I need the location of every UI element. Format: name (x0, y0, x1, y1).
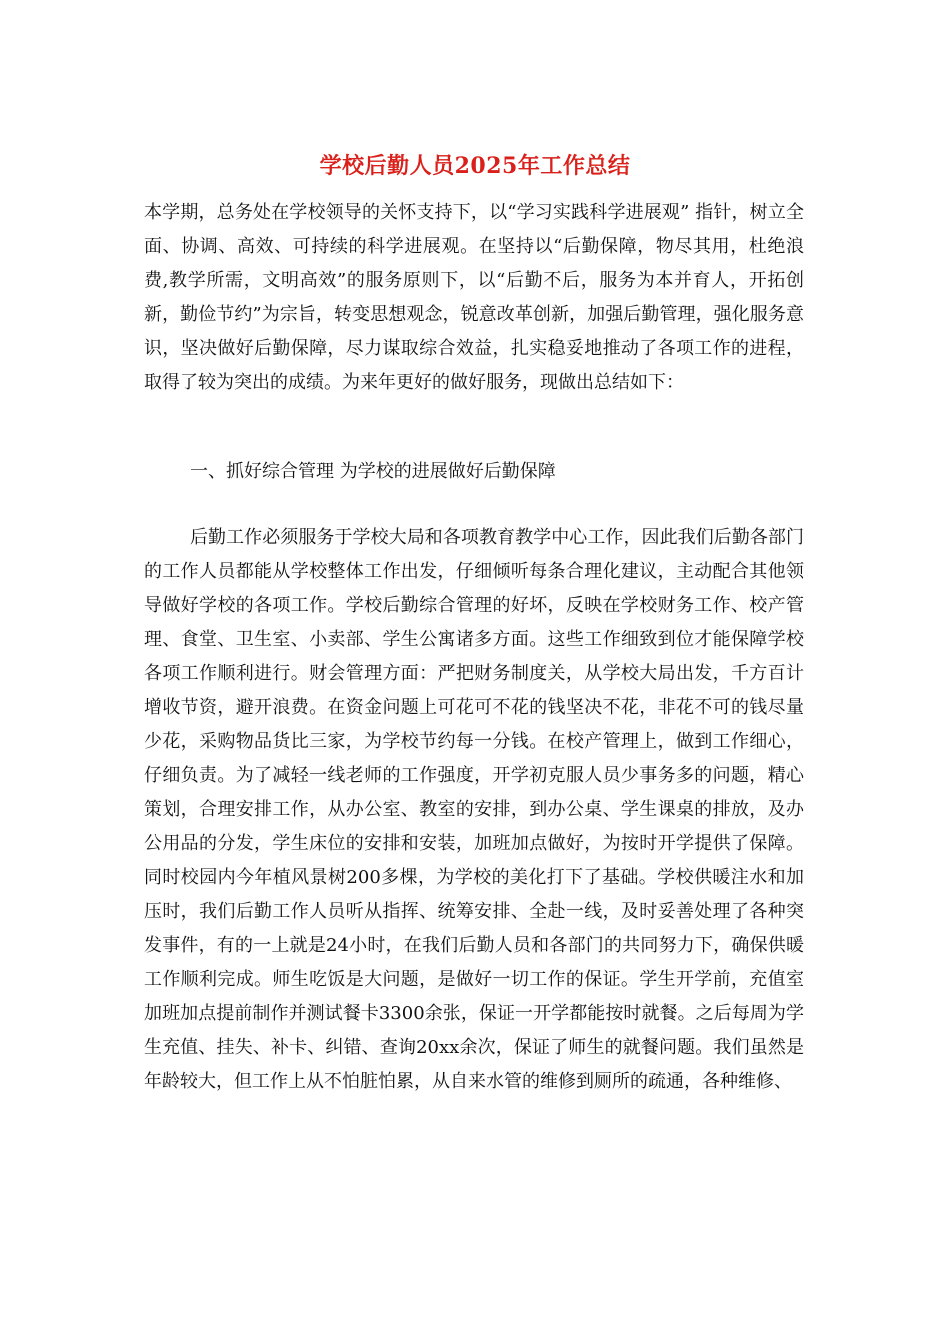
intro-paragraph: 本学期，总务处在学校领导的关怀支持下，以“学习实践科学进展观” 指针，树立全面、协调、高效、可持续的科学进展观。在坚持以“后勤保障，物尽其用，杜绝浪费,教学所需，文明高效”的服务原则下，以“后勤不后，服务为本并育人，开拓创新，勤俭节约”为宗旨，转变思想观念，锐意改革创新，加强后勤管理，强化服务意识，坚决做好后勤保障，尽力谋取综合效益，扎实稳妥地推动了各项工作的进程，取得了较为突出的成绩。为来年更好的做好服务，现做出总结如下： (144, 202, 804, 393)
section-1-paragraph: 后勤工作必须服务于学校大局和各项教育教学中心工作，因此我们后勤各部门的工作人员都能从学校整体工作出发，仔细倾听每条合理化建议，主动配合其他领导做好学校的各项工作。学校后勤综合管理的好坏，反映在学校财务工作、校产管理、食堂、卫生室、小卖部、学生公寓诸多方面。这些工作细致到位才能保障学校各项工作顺利进行。财会管理方面：严把财务制度关，从学校大局出发，千方百计增收节资，避开浪费。在资金问题上可花可不花的钱坚决不花，非花不可的钱尽量少花，采购物品货比三家，为学校节约每一分钱。在校产管理上，做到工作细心，仔细负责。为了减轻一线老师的工作强度，开学初克服人员少事务多的问题，精心策划，合理安排工作，从办公室、教室的安排，到办公桌、学生课桌的排放，及办公用品的分发，学生床位的安排和安装，加班加点做好，为按时开学提供了保障。同时校园内今年植风景树200多棵，为学校的美化打下了基础。学校供暖注水和加压时，我们后勤工作人员听从指挥、统筹安排、全赴一线，及时妥善处理了各种突发事件，有的一上就是24小时，在我们后勤人员和各部门的共同努力下，确保供暖工作顺利完成。师生吃饭是大问题，是做好一切工作的保证。学生开学前，充值室加班加点提前制作并测试餐卡3300余张，保证一开学都能按时就餐。之后每周为学生充值、挂失、补卡、纠错、查询20xx余次，保证了师生的就餐问题。我们虽然是年龄较大，但工作上从不怕脏怕累，从自来水管的维修到厕所的疏通，各种维修、 (144, 527, 804, 1092)
document-title: 学校后勤人员2025年工作总结 (319, 153, 631, 179)
section-heading-1: 一、抓好综合管理 为学校的进展做好后勤保障 (190, 461, 556, 482)
